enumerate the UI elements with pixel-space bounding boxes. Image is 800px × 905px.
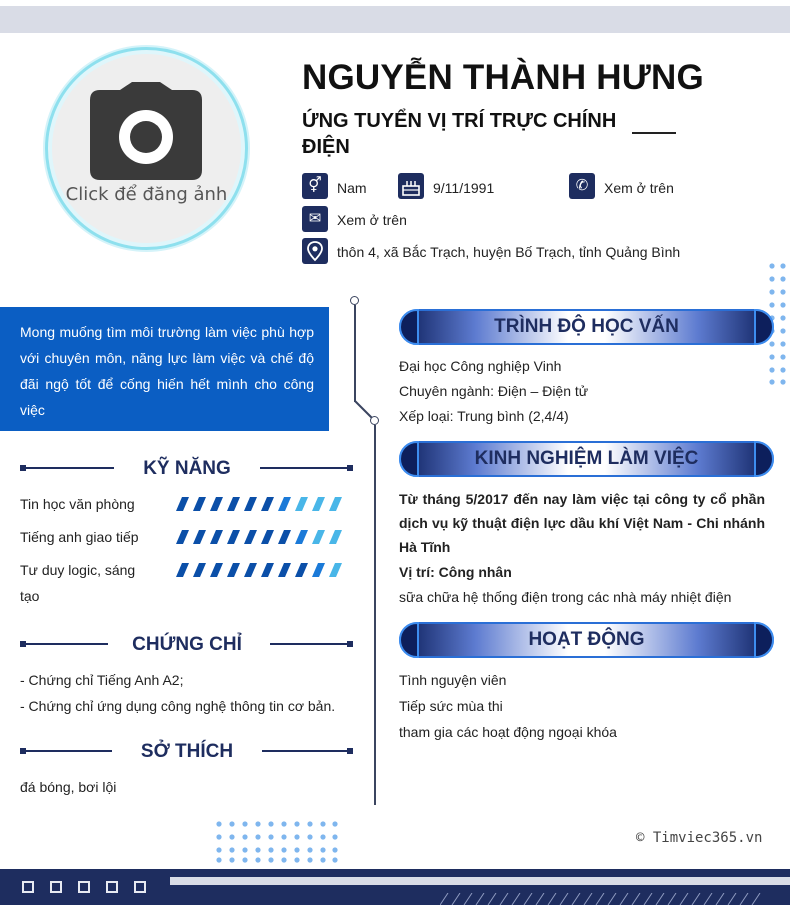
rule-end bbox=[347, 748, 353, 754]
skill-level-bar bbox=[176, 563, 346, 577]
experience-title: KINH NGHIỆM LÀM VIỆC bbox=[474, 448, 699, 469]
timeline-line-top bbox=[354, 305, 356, 402]
skill-segment bbox=[295, 563, 308, 577]
section-rule bbox=[24, 750, 112, 752]
skill-level-bar bbox=[176, 530, 346, 544]
education-banner bbox=[399, 309, 774, 345]
hobbies-text: đá bóng, bơi lội bbox=[20, 779, 117, 795]
bottom-hatch bbox=[440, 893, 770, 905]
bottom-stripe bbox=[170, 877, 790, 885]
email-icon: ✉ bbox=[302, 206, 328, 232]
skill-segment bbox=[244, 563, 257, 577]
skill-name: Tư duy logic, sáng tạo bbox=[20, 562, 136, 604]
skill-segment bbox=[227, 530, 240, 544]
skill-segment bbox=[295, 530, 308, 544]
section-rule bbox=[24, 643, 108, 645]
skill-name: Tiếng anh giao tiếp bbox=[20, 529, 139, 545]
skill-segment bbox=[261, 563, 274, 577]
skill-segment bbox=[244, 497, 257, 511]
skill-name: Tin học văn phòng bbox=[20, 496, 135, 512]
skill-segment bbox=[210, 563, 223, 577]
section-rule bbox=[270, 643, 350, 645]
education-title: TRÌNH ĐỘ HỌC VẤN bbox=[494, 316, 679, 337]
skill-segment bbox=[193, 563, 206, 577]
section-rule bbox=[262, 750, 350, 752]
camera-icon[interactable] bbox=[90, 82, 202, 180]
education-school: Đại học Công nghiệp Vinh bbox=[399, 358, 562, 374]
skill-segment bbox=[312, 563, 325, 577]
timeline-dot-top bbox=[350, 296, 359, 305]
dot-pattern-bottom bbox=[215, 820, 340, 864]
skill-segment bbox=[227, 563, 240, 577]
skill-segment bbox=[193, 530, 206, 544]
timeline-dot-mid bbox=[370, 416, 379, 425]
birthday-value: 9/11/1991 bbox=[433, 180, 495, 196]
footer-watermark: © Timviec365.vn bbox=[636, 830, 763, 846]
skill-segment bbox=[176, 563, 189, 577]
timeline-line-bottom bbox=[374, 425, 376, 805]
skill-segment bbox=[278, 530, 291, 544]
certificates-title: CHỨNG CHỈ bbox=[132, 634, 242, 655]
bottom-square bbox=[50, 881, 62, 893]
skill-segment bbox=[278, 563, 291, 577]
skill-segment bbox=[261, 497, 274, 511]
experience-banner bbox=[399, 441, 774, 477]
skill-level-bar bbox=[176, 497, 346, 511]
bottom-square bbox=[22, 881, 34, 893]
title-underline bbox=[632, 132, 676, 134]
skill-segment bbox=[193, 497, 206, 511]
skill-segment bbox=[261, 530, 274, 544]
experience-role: Vị trí: Công nhân bbox=[399, 564, 512, 580]
email-value: Xem ở trên bbox=[337, 212, 407, 228]
activity-item: tham gia các hoạt động ngoại khóa bbox=[399, 724, 617, 740]
skill-segment bbox=[295, 497, 308, 511]
skill-segment bbox=[312, 497, 325, 511]
career-objective: Mong muống tìm môi trường làm việc phù hợp với chuyên môn, năng lực làm việc và chế độ đãi ngộ tốt để cống hiến hết mình cho công việc bbox=[0, 307, 329, 431]
skill-segment bbox=[210, 497, 223, 511]
phone-value: Xem ở trên bbox=[604, 180, 674, 196]
activities-title: HOẠT ĐỘNG bbox=[528, 629, 645, 650]
skills-title: KỸ NĂNG bbox=[143, 458, 231, 479]
bottom-square bbox=[106, 881, 118, 893]
education-grade: Xếp loại: Trung bình (2,4/4) bbox=[399, 408, 569, 424]
skill-segment bbox=[176, 530, 189, 544]
rule-end bbox=[347, 465, 353, 471]
rule-end bbox=[347, 641, 353, 647]
skill-segment bbox=[210, 530, 223, 544]
activity-item: Tình nguyện viên bbox=[399, 672, 507, 688]
skill-segment bbox=[329, 497, 342, 511]
skill-segment bbox=[176, 497, 189, 511]
bottom-square bbox=[78, 881, 90, 893]
position-title: ỨNG TUYỂN VỊ TRÍ TRỰC CHÍNH ĐIỆN bbox=[302, 110, 617, 158]
skill-segment bbox=[244, 530, 257, 544]
hobbies-title: SỞ THÍCH bbox=[140, 741, 234, 762]
activities-banner bbox=[399, 622, 774, 658]
skill-segment bbox=[329, 563, 342, 577]
skill-segment bbox=[227, 497, 240, 511]
education-major: Chuyên ngành: Điện – Điện tử bbox=[399, 383, 589, 399]
activity-item: Tiếp sức mùa thi bbox=[399, 698, 503, 714]
skill-segment bbox=[278, 497, 291, 511]
experience-company: Từ tháng 5/2017 đến nay làm việc tại công ty cổ phần dịch vụ kỹ thuật điện lực dầu khí Việt Nam - Chi nhánh Hà Tĩnh bbox=[399, 491, 765, 555]
birthday-cake-icon bbox=[398, 173, 424, 199]
section-rule bbox=[24, 467, 114, 469]
gender-value: Nam bbox=[337, 180, 367, 196]
section-rule bbox=[260, 467, 350, 469]
bottom-square bbox=[134, 881, 146, 893]
location-pin-icon bbox=[302, 238, 328, 264]
upload-photo-label[interactable]: Click để đăng ảnh bbox=[65, 184, 228, 205]
candidate-name: NGUYỄN THÀNH HƯNG bbox=[302, 58, 704, 97]
gender-icon: ⚥ bbox=[302, 173, 328, 199]
certificate-item: - Chứng chỉ ứng dụng công nghệ thông tin cơ bản. bbox=[20, 698, 336, 714]
skill-segment bbox=[312, 530, 325, 544]
certificate-item: - Chứng chỉ Tiếng Anh A2; bbox=[20, 672, 184, 688]
phone-icon: ✆ bbox=[569, 173, 595, 199]
experience-description: sữa chữa hệ thống điện trong các nhà máy nhiệt điện bbox=[399, 589, 732, 605]
address-value: thôn 4, xã Bắc Trạch, huyện Bố Trạch, tỉnh Quảng Bình bbox=[337, 244, 681, 260]
top-band bbox=[0, 6, 790, 33]
skill-segment bbox=[329, 530, 342, 544]
